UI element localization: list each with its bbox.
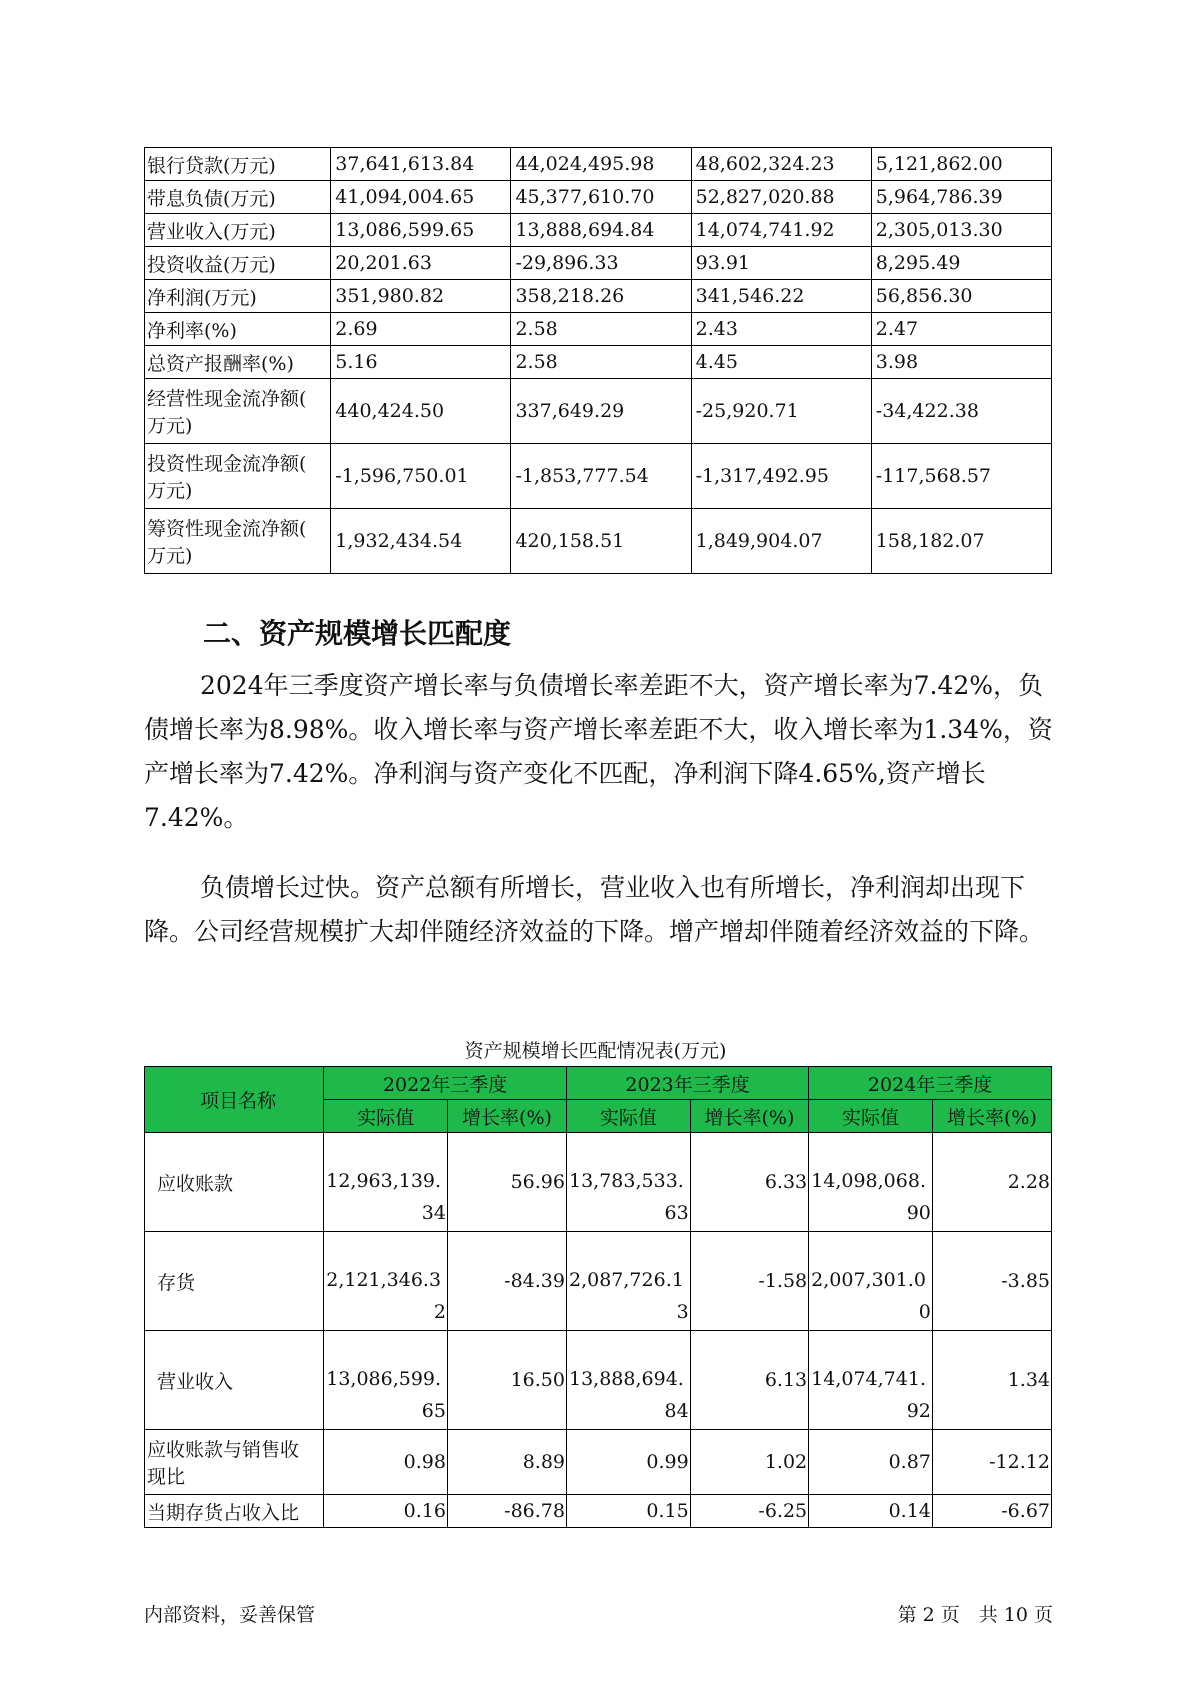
cell-growth: 16.50: [447, 1331, 566, 1430]
cell-value: 8,295.49: [871, 247, 1051, 280]
table-row: [145, 181, 1052, 214]
cell-part: 63: [664, 1202, 689, 1224]
cell-value: -29,896.33: [511, 247, 691, 280]
cell-value: 13,086,599.65: [331, 214, 511, 247]
cell-part: 92: [906, 1400, 931, 1422]
header-actual: 实际值: [567, 1100, 691, 1133]
cell-value: 2.47: [871, 313, 1051, 346]
footer-page-number: 第 2 页 共 10 页: [897, 1604, 1053, 1626]
cell-value: 1,932,434.54: [331, 509, 511, 574]
cell-growth: -6.67: [932, 1495, 1051, 1528]
cell-actual: [567, 1232, 691, 1331]
cell-actual: [324, 1232, 448, 1331]
cell-value: 52,827,020.88: [691, 181, 871, 214]
cell-value: -1,853,777.54: [511, 444, 691, 509]
cell-growth: 56.96: [447, 1133, 566, 1232]
cell-part: 90: [906, 1202, 931, 1224]
cell-part: 13,888,694.: [569, 1368, 684, 1390]
cell-part: 12,963,139.: [326, 1170, 442, 1192]
row-label: 银行贷款(万元): [145, 148, 331, 181]
cell-growth: -84.39: [447, 1232, 566, 1331]
cell-part: 34: [421, 1202, 446, 1224]
row-label: 净利率(%): [145, 313, 331, 346]
cell-value: -117,568.57: [871, 444, 1051, 509]
table-row: [145, 1495, 1052, 1528]
header-item-name: 项目名称: [145, 1067, 324, 1133]
row-label-line2: 万元): [147, 545, 193, 567]
section-heading: 二、资产规模增长匹配度: [203, 617, 512, 650]
cell-actual: 0.99: [567, 1430, 691, 1495]
row-label: 营业收入(万元): [145, 214, 331, 247]
table-row: [145, 280, 1052, 313]
header-period: 2023年三季度: [567, 1067, 809, 1100]
cell-value: 440,424.50: [331, 379, 511, 444]
cell-growth: 2.28: [932, 1133, 1051, 1232]
header-growth: 增长率(%): [690, 1100, 808, 1133]
cell-value: 341,546.22: [691, 280, 871, 313]
cell-value: 48,602,324.23: [691, 148, 871, 181]
cell-actual: 0.15: [567, 1495, 691, 1528]
row-label: [145, 379, 331, 444]
cell-actual: [809, 1331, 933, 1430]
row-label: [145, 444, 331, 509]
cell-part: 2,007,301.0: [811, 1269, 926, 1291]
cell-part: 0: [918, 1301, 931, 1323]
cell-part: 14,074,741.: [811, 1368, 926, 1390]
paragraph-text: 2024年三季度资产增长率与负债增长率差距不大，资产增长率为7.42%，负债增长率为8.98%。收入增长率与资产增长率差距不大，收入增长率为1.34%，资产增长率为7.42%。净利润与资产变化不匹配，净利润下降4.65%,资产增长7.42%。: [144, 671, 1053, 832]
row-label: [145, 509, 331, 574]
cell-actual: 0.14: [809, 1495, 933, 1528]
cell-value: 5,121,862.00: [871, 148, 1051, 181]
table-row: [145, 444, 1052, 509]
cell-part: 84: [664, 1400, 689, 1422]
header-growth: 增长率(%): [447, 1100, 566, 1133]
table-row: [145, 1133, 1052, 1232]
cell-part: 14,098,068.: [811, 1170, 926, 1192]
row-label-line2: 万元): [147, 480, 193, 502]
row-label-line2: 现比: [147, 1466, 186, 1488]
cell-growth: 8.89: [447, 1430, 566, 1495]
row-label: 带息负债(万元): [145, 181, 331, 214]
row-label-line1: 筹资性现金流净额(: [147, 518, 307, 540]
cell-value: 1,849,904.07: [691, 509, 871, 574]
row-label-line1: 投资性现金流净额(: [147, 453, 307, 475]
table-row: [145, 1331, 1052, 1430]
cell-growth: -6.25: [690, 1495, 808, 1528]
cell-value: 5,964,786.39: [871, 181, 1051, 214]
paragraph-text: 负债增长过快。资产总额有所增长，营业收入也有所增长，净利润却出现下降。公司经营规模扩大却伴随经济效益的下降。增产增却伴随着经济效益的下降。: [144, 873, 1045, 946]
row-label: 净利润(万元): [145, 280, 331, 313]
cell-value: 337,649.29: [511, 379, 691, 444]
cell-value: 4.45: [691, 346, 871, 379]
row-label-line1: 应收账款与销售收: [147, 1439, 300, 1461]
cell-value: 45,377,610.70: [511, 181, 691, 214]
header-period: 2022年三季度: [324, 1067, 567, 1100]
row-label: 总资产报酬率(%): [145, 346, 331, 379]
row-label: 营业收入: [145, 1331, 324, 1430]
cell-part: 3: [676, 1301, 689, 1323]
cell-value: -25,920.71: [691, 379, 871, 444]
row-label: 投资收益(万元): [145, 247, 331, 280]
cell-growth: -3.85: [932, 1232, 1051, 1331]
footer-confidential-note: 内部资料，妥善保管: [144, 1604, 316, 1626]
cell-actual: 0.16: [324, 1495, 448, 1528]
cell-value: -1,317,492.95: [691, 444, 871, 509]
cell-value: 56,856.30: [871, 280, 1051, 313]
cell-actual: [809, 1133, 933, 1232]
cell-value: 158,182.07: [871, 509, 1051, 574]
row-label: 当期存货占收入比: [145, 1495, 324, 1528]
cell-value: 5.16: [331, 346, 511, 379]
table-row: [145, 509, 1052, 574]
cell-actual: [567, 1133, 691, 1232]
cell-part: 2,121,346.3: [326, 1269, 442, 1291]
table-row: [145, 379, 1052, 444]
cell-part: 2: [433, 1301, 446, 1323]
cell-actual: [324, 1133, 448, 1232]
cell-part: 13,783,533.: [569, 1170, 684, 1192]
cell-value: 358,218.26: [511, 280, 691, 313]
cell-value: -34,422.38: [871, 379, 1051, 444]
table-row: [145, 1430, 1052, 1495]
cell-growth: 1.02: [690, 1430, 808, 1495]
cell-value: 351,980.82: [331, 280, 511, 313]
cell-value: 3.98: [871, 346, 1051, 379]
paragraph: [144, 664, 1054, 840]
paragraph: [144, 866, 1054, 954]
cell-part: 13,086,599.: [326, 1368, 442, 1390]
cell-value: 20,201.63: [331, 247, 511, 280]
cell-growth: 1.34: [932, 1331, 1051, 1430]
cell-growth: -1.58: [690, 1232, 808, 1331]
table-caption: 资产规模增长匹配情况表(万元): [464, 1040, 727, 1062]
cell-value: -1,596,750.01: [331, 444, 511, 509]
header-actual: 实际值: [324, 1100, 448, 1133]
table-row: [145, 247, 1052, 280]
header-actual: 实际值: [809, 1100, 933, 1133]
cell-actual: [567, 1331, 691, 1430]
cell-growth: -12.12: [932, 1430, 1051, 1495]
cell-value: 2.43: [691, 313, 871, 346]
table-header-row: [145, 1067, 1052, 1100]
header-growth: 增长率(%): [932, 1100, 1051, 1133]
row-label-line2: 万元): [147, 415, 193, 437]
row-label: 存货: [145, 1232, 324, 1331]
cell-value: 2.69: [331, 313, 511, 346]
cell-growth: -86.78: [447, 1495, 566, 1528]
table-row: [145, 214, 1052, 247]
table-row: [145, 148, 1052, 181]
cell-value: 2.58: [511, 346, 691, 379]
cell-actual: 0.87: [809, 1430, 933, 1495]
cell-actual: 0.98: [324, 1430, 448, 1495]
cell-value: 2,305,013.30: [871, 214, 1051, 247]
financial-indicators-table: [144, 147, 1052, 574]
asset-growth-match-table: [144, 1066, 1052, 1528]
header-period: 2024年三季度: [809, 1067, 1052, 1100]
cell-actual: [809, 1232, 933, 1331]
cell-value: 37,641,613.84: [331, 148, 511, 181]
cell-actual: [324, 1331, 448, 1430]
cell-value: 93.91: [691, 247, 871, 280]
cell-part: 2,087,726.1: [569, 1269, 684, 1291]
row-label: [145, 1430, 324, 1495]
cell-value: 44,024,495.98: [511, 148, 691, 181]
cell-growth: 6.13: [690, 1331, 808, 1430]
cell-value: 14,074,741.92: [691, 214, 871, 247]
cell-value: 41,094,004.65: [331, 181, 511, 214]
cell-value: 2.58: [511, 313, 691, 346]
cell-value: 13,888,694.84: [511, 214, 691, 247]
table-row: [145, 313, 1052, 346]
row-label: 应收账款: [145, 1133, 324, 1232]
cell-growth: 6.33: [690, 1133, 808, 1232]
cell-value: 420,158.51: [511, 509, 691, 574]
table-row: [145, 1232, 1052, 1331]
table-row: [145, 346, 1052, 379]
row-label-line1: 经营性现金流净额(: [147, 388, 307, 410]
cell-part: 65: [421, 1400, 446, 1422]
